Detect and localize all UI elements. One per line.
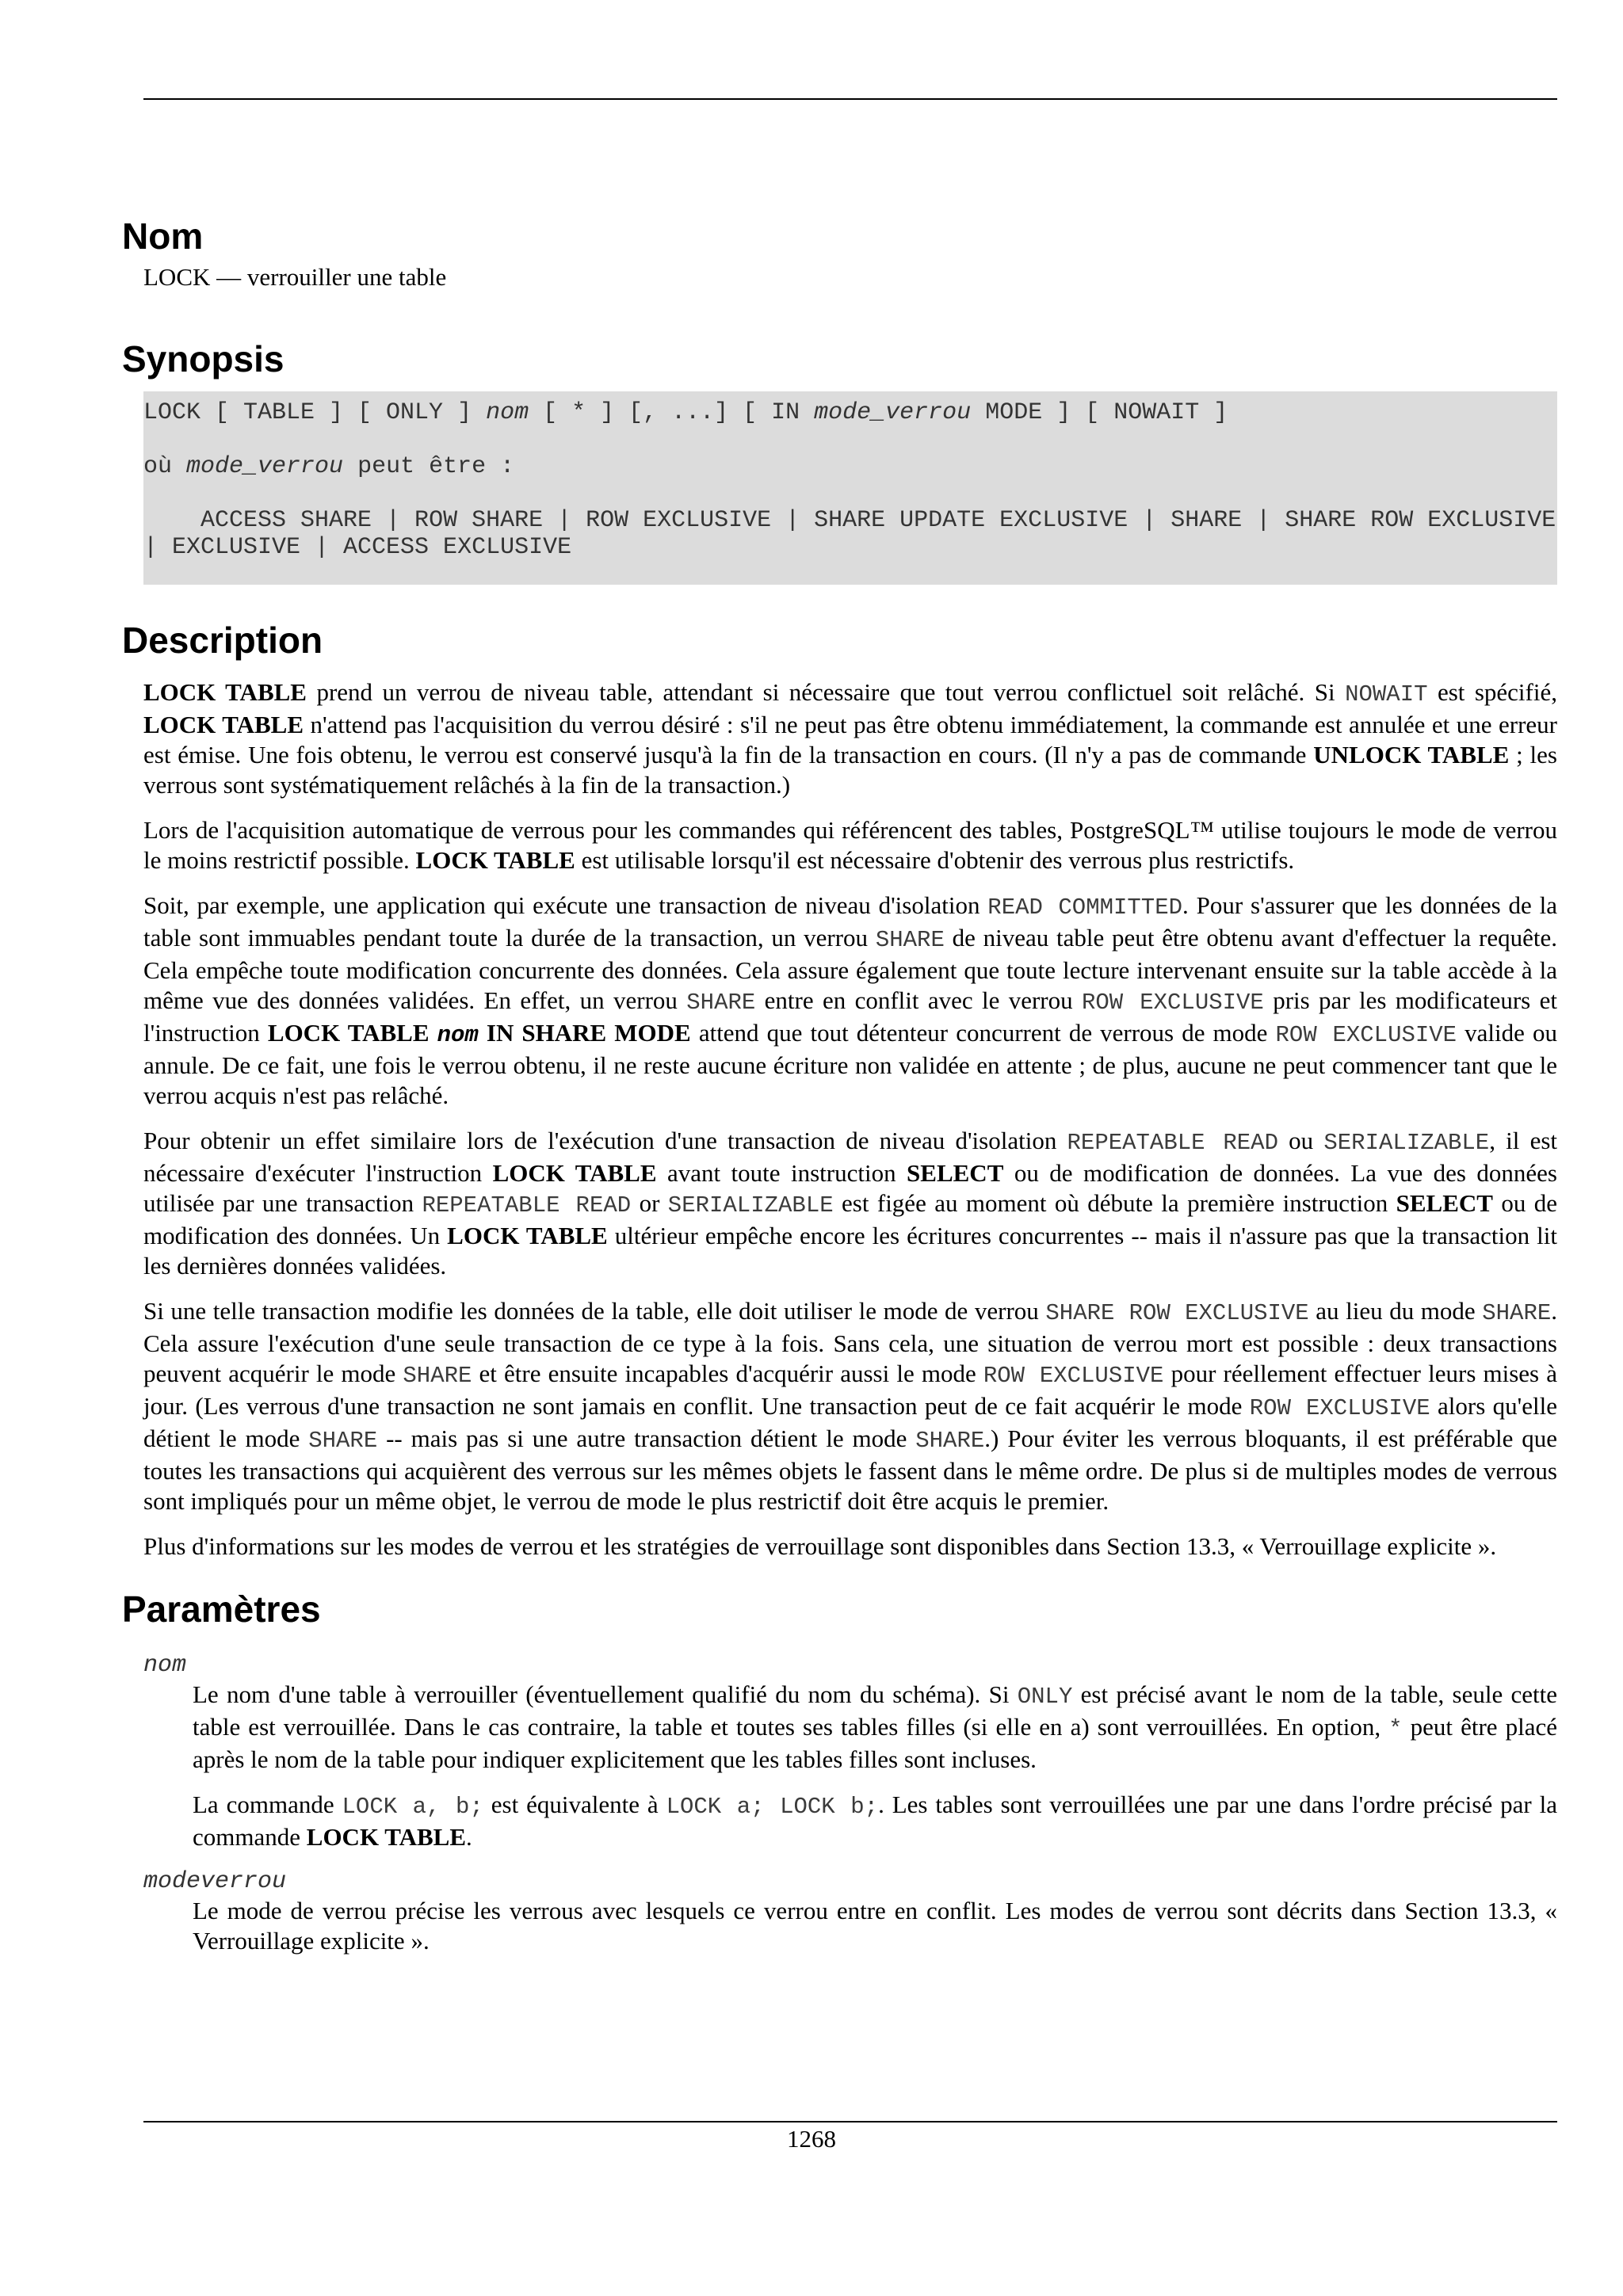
description-paragraph-5: Si une telle transaction modifie les données de la table, elle doit utiliser le mode de verrou SHARE ROW EXCLUSIVE au lieu du mode SHARE. Cela assure l'exécution d'une seule transaction de ce type à la fois. Sans cela, une situation de verrou mort est possible : deux transactions peuvent acquérir le mode SHARE et être ensuite incapables d'acquérir aussi le mode ROW EXCLUSIVE pour réellement effectuer leurs mises à jour. (Les verrous d'une transaction ne sont jamais en conflit. Une transaction peut de ce fait acquérir le mode ROW EXCLUSIVE alors qu'elle détient le mode SHARE -- mais pas si une autre transaction détient le mode SHARE.) Pour éviter les verrous bloquants, il est préférable que toutes les transactions qui acquièrent des verrous sur les mêmes objets le fassent dans le même ordre. De plus si de multiples modes de verrous sont impliqués pour un même objet, le verrou de mode le plus restrictif doit être acquis le premier. (143, 1296, 1558, 1515)
page-content (122, 215, 1571, 1971)
parameter-modeverrou-paragraph-1: Le mode de verrou précise les verrous avec lesquels ce verrou entre en conflit. Les modes de verrou sont décrits dans Section 13.3, « Verrouillage explicite ». (193, 1896, 1557, 1955)
description-paragraph-4: Pour obtenir un effet similaire lors de l'exécution d'une transaction de niveau d'isolation REPEATABLE READ ou SERIALIZABLE, il est nécessaire d'exécuter l'instruction LOCK TABLE avant toute instruction SELECT ou de modification de données. La vue des données utilisée par une transaction REPEATABLE READ or SERIALIZABLE est figée au moment où débute la première instruction SELECT ou de modification des données. Un LOCK TABLE ultérieur empêche encore les écritures concurrentes -- mais il n'assure pas que la transaction lit les dernières données validées. (143, 1126, 1558, 1280)
description-paragraph-6: Plus d'informations sur les modes de verrou et les stratégies de verrouillage sont disponibles dans Section 13.3, « Verrouillage explicite ». (143, 1531, 1497, 1560)
parameter-nom-paragraph-1: Le nom d'une table à verrouiller (éventuellement qualifié du nom du schéma). Si ONLY est précisé avant le nom de la table, seule cette table est verrouillée. Dans le cas contraire, la table et toutes ses tables filles (si elle en a) sont verrouillées. En option, * peut être placé après le nom de la table pour indiquer explicitement que les tables filles sont incluses. (193, 1680, 1558, 1773)
section-heading-description: Description (122, 619, 323, 661)
description-paragraph-3: Soit, par exemple, une application qui exécute une transaction de niveau d'isolation READ COMMITTED. Pour s'assurer que les données de la table sont immuables pendant toute la durée de la transaction, un verrou SHARE de niveau table peut être obtenu avant d'effectuer la requête. Cela empêche toute modification concurrente des données. Cela assure également que toute lecture intervenant ensuite sur la table accède à la même vue des données validées. En effet, un verrou SHARE entre en conflit avec le verrou ROW EXCLUSIVE pris par les modificateurs et l'instruction LOCK TABLE nom IN SHARE MODE attend que tout détenteur concurrent de verrous de mode ROW EXCLUSIVE valide ou annule. De ce fait, une fois le verrou obtenu, il ne reste aucune écriture non validée en attente ; de plus, aucune ne peut commencer tant que le verrou acquis n'est pas relâché. (143, 891, 1558, 1109)
parameter-nom-paragraph-2: La commande LOCK a, b; est équivalente à LOCK a; LOCK b;. Les tables sont verrouillées une par une dans l'ordre précisé par la commande LOCK TABLE. (193, 1790, 1558, 1851)
page-number: 1268 (787, 2125, 836, 2153)
section-heading-parametres: Paramètres (122, 1588, 321, 1630)
parameter-list (143, 1651, 1557, 1956)
synopsis-line-1: LOCK [ TABLE ] [ ONLY ] nom [ * ] [, ...] [ IN mode_verrou MODE ] [ NOWAIT ] (143, 399, 1228, 426)
parameter-definition-nom (193, 1680, 1557, 1852)
footer-rule (143, 2121, 1557, 2122)
synopsis-line-3: ACCESS SHARE | ROW SHARE | ROW EXCLUSIVE | SHARE UPDATE EXCLUSIVE | SHARE | SHARE ROW EXCLUSIVE | EXCLUSIVE | ACCESS EXCLUSIVE (143, 506, 1571, 561)
parameter-term-nom: nom (143, 1651, 187, 1679)
header-rule (143, 98, 1557, 100)
parameter-definition-modeverrou (193, 1896, 1557, 1956)
section-heading-synopsis: Synopsis (122, 338, 285, 379)
synopsis-code-block (143, 391, 1571, 585)
refname-text: LOCK — verrouiller une table (143, 262, 447, 291)
synopsis-line-2: où mode_verrou peut être : (143, 452, 515, 480)
description-paragraph-1: LOCK TABLE prend un verrou de niveau table, attendant si nécessaire que tout verrou conflictuel soit relâché. Si NOWAIT est spécifié, LOCK TABLE n'attend pas l'acquisition du verrou désiré : s'il ne peut pas être obtenu immédiatement, la commande est annulée et une erreur est émise. Une fois obtenu, le verrou est conservé jusqu'à la fin de la transaction en cours. (Il n'y a pas de commande UNLOCK TABLE ; les verrous sont systématiquement relâchés à la fin de la transaction.) (143, 677, 1557, 799)
parameter-term-modeverrou: modeverrou (143, 1867, 287, 1895)
description-paragraph-2: Lors de l'acquisition automatique de verrous pour les commandes qui référencent des tables, PostgreSQL™ utilise toujours le mode de verrou le moins restrictif possible. LOCK TABLE est utilisable lorsqu'il est nécessaire d'obtenir des verrous plus restrictifs. (143, 815, 1557, 874)
section-heading-nom: Nom (122, 215, 204, 257)
